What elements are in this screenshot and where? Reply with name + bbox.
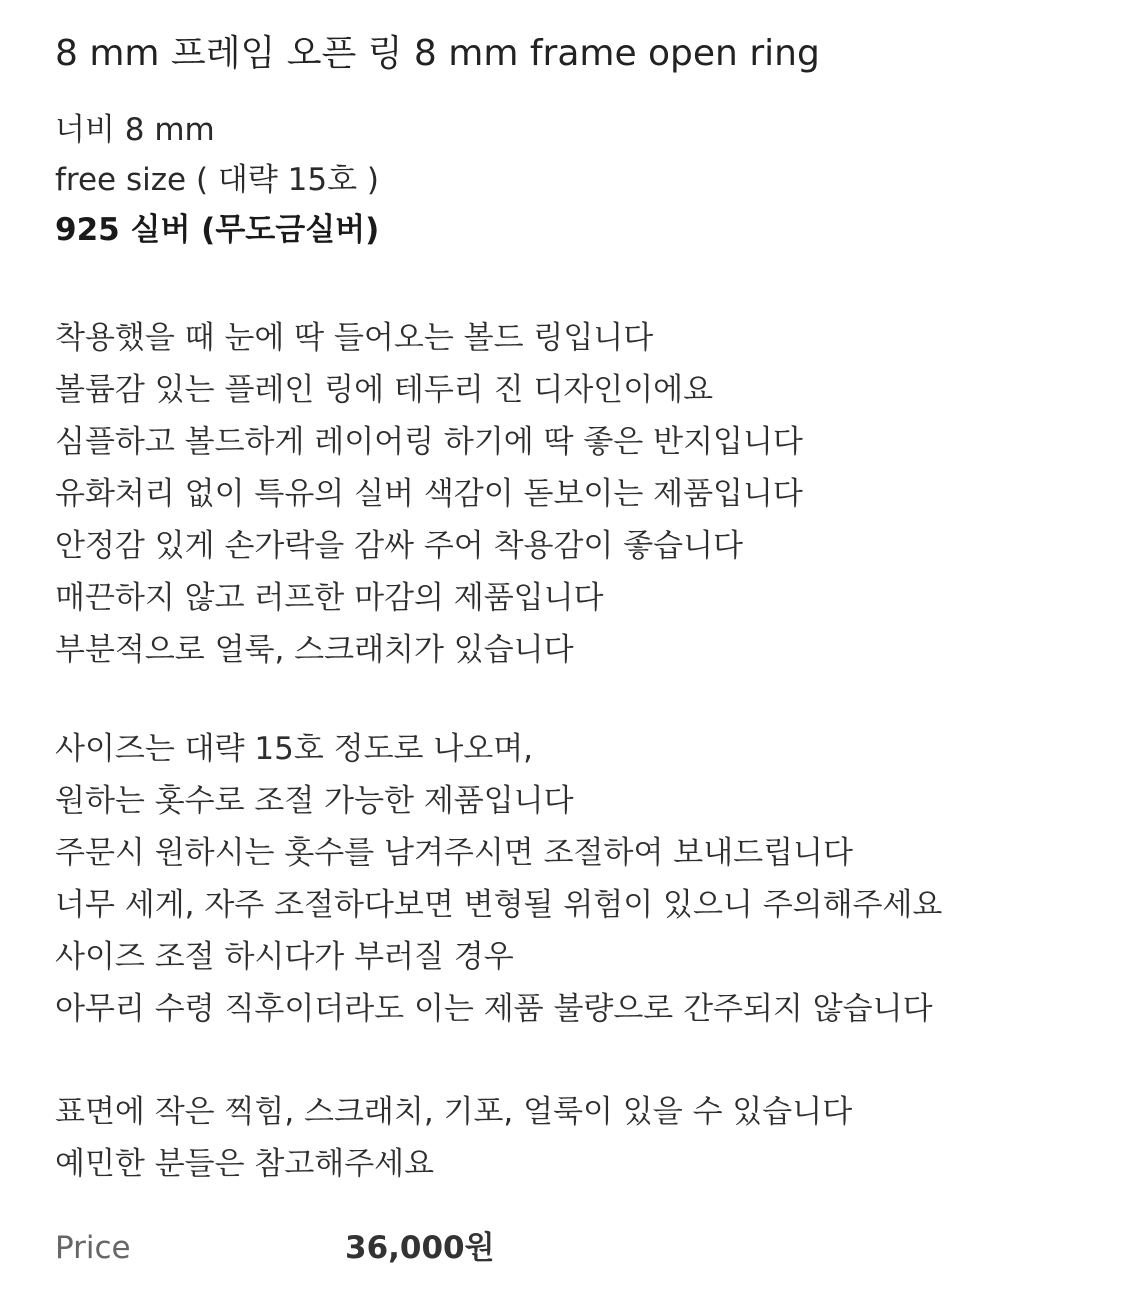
spec-list (55, 105, 379, 255)
description-paragraph-3 (55, 1086, 1105, 1190)
description-line: 유화처리 없이 특유의 실버 색감이 돋보이는 제품입니다 (55, 476, 803, 512)
description-line: 너무 세게, 자주 조절하다보면 변형될 위험이 있으니 주의해주세요 (55, 887, 943, 923)
description-line: 예민한 분들은 참고해주세요 (55, 1146, 435, 1182)
description-paragraph-1 (55, 312, 1105, 676)
description-paragraph-2 (55, 723, 1105, 1035)
description-line: 볼륨감 있는 플레인 링에 테두리 진 디자인이에요 (55, 372, 714, 408)
price-value: 36,000원 (345, 1230, 495, 1266)
description-line: 심플하고 볼드하게 레이어링 하기에 딱 좋은 반지입니다 (55, 424, 803, 460)
description-line: 표면에 작은 찍힘, 스크래치, 기포, 얼룩이 있을 수 있습니다 (55, 1094, 853, 1130)
description-line: 착용했을 때 눈에 딱 들어오는 볼드 링입니다 (55, 320, 654, 356)
description-line: 매끈하지 않고 러프한 마감의 제품입니다 (55, 580, 604, 616)
spec-size: free size ( 대략 15호 ) (55, 162, 379, 198)
product-title: 8 mm 프레임 오픈 링 8 mm frame open ring (55, 33, 820, 74)
description-line: 사이즈 조절 하시다가 부러질 경우 (55, 939, 514, 975)
description-line: 아무리 수령 직후이더라도 이는 제품 불량으로 간주되지 않습니다 (55, 991, 933, 1027)
description-line: 부분적으로 얼룩, 스크래치가 있습니다 (55, 632, 574, 668)
description-line: 주문시 원하시는 홋수를 남겨주시면 조절하여 보내드립니다 (55, 835, 853, 871)
spec-width: 너비 8 mm (55, 112, 215, 148)
spec-material: 925 실버 (무도금실버) (55, 212, 380, 248)
description-line: 원하는 홋수로 조절 가능한 제품입니다 (55, 783, 574, 819)
description-line: 사이즈는 대략 15호 정도로 나오며, (55, 731, 534, 767)
price-label: Price (55, 1230, 131, 1266)
description-line: 안정감 있게 손가락을 감싸 주어 착용감이 좋습니다 (55, 528, 743, 564)
price-row (55, 1222, 1105, 1274)
